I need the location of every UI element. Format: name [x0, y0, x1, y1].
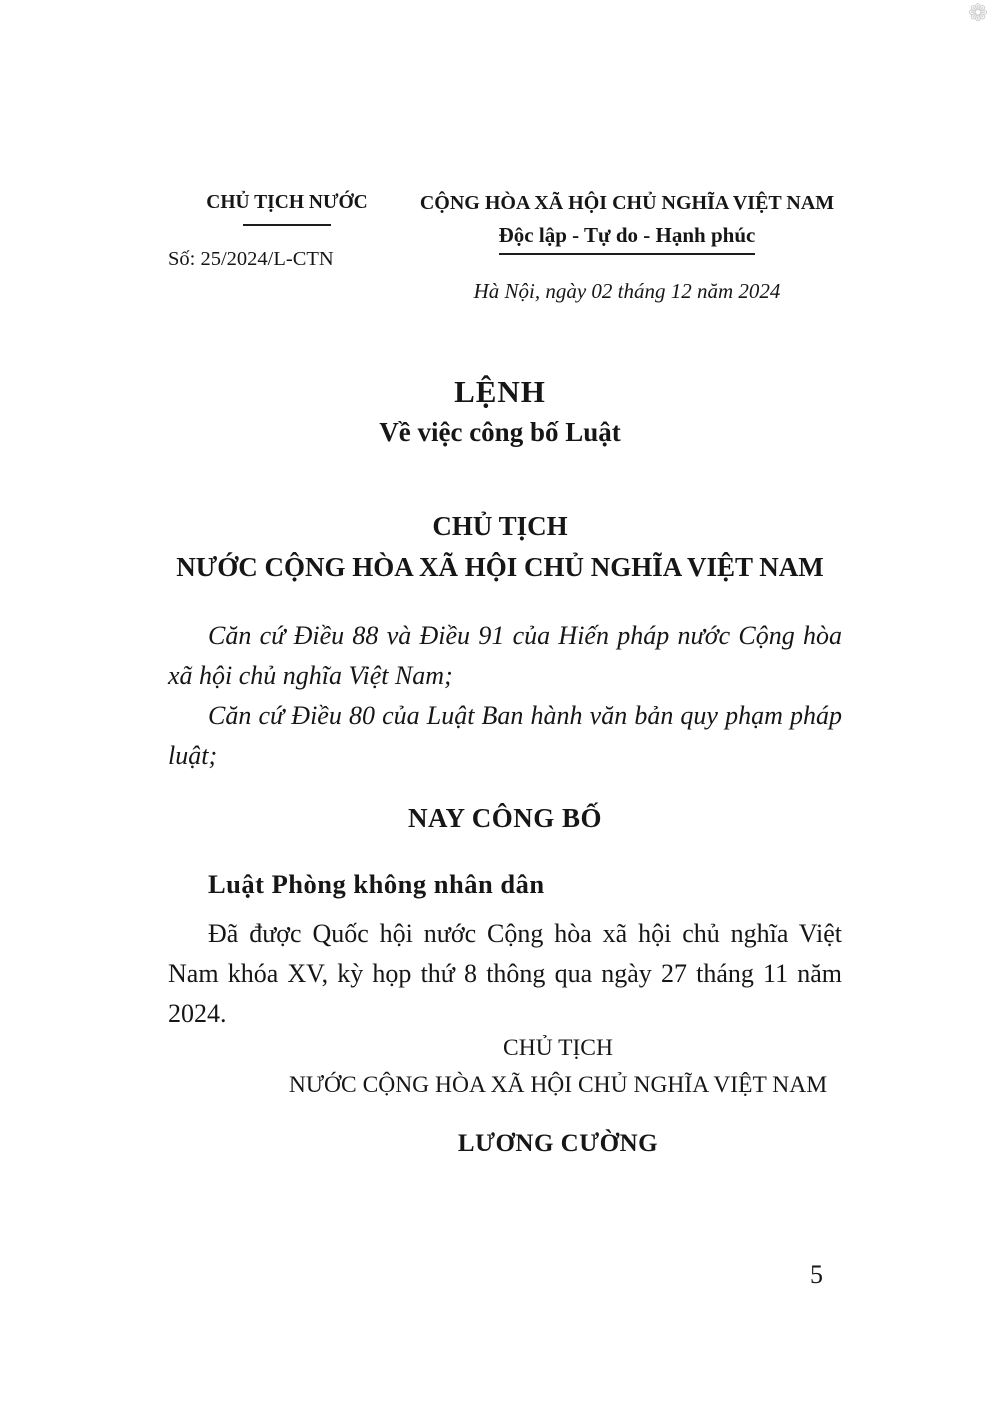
passage-paragraph: Đã được Quốc hội nước Cộng hòa xã hội chủ nghĩa Việt Nam khóa XV, kỳ họp thứ 8 thông qua ngày 27 tháng 11 năm 2024.: [168, 919, 842, 1028]
issuer-line-1: CHỦ TỊCH: [432, 511, 568, 541]
place-date-line: Hà Nội, ngày 02 tháng 12 năm 2024: [473, 279, 781, 303]
document-header: [168, 192, 842, 304]
national-motto: Độc lập - Tự do - Hạnh phúc: [499, 223, 756, 255]
signature-block: [282, 1030, 834, 1158]
country-name: CỘNG HÒA XÃ HỘI CHỦ NGHĨA VIỆT NAM: [419, 192, 835, 214]
page-number: 5: [810, 1260, 823, 1289]
recital-paragraph-1: Căn cứ Điều 88 và Điều 91 của Hiến pháp nước Cộng hòa xã hội chủ nghĩa Việt Nam;: [168, 621, 842, 690]
document-body: [168, 616, 842, 1034]
document-number: Số: 25/2024/L-CTN: [168, 248, 334, 270]
issuer-heading: [0, 506, 1000, 588]
issuer-line-2: NƯỚC CỘNG HÒA XÃ HỘI CHỦ NGHĨA VIỆT NAM: [176, 552, 824, 582]
issuing-authority-block: [168, 192, 406, 271]
promulgated-law-title: Luật Phòng không nhân dân: [208, 869, 545, 899]
national-motto-wrap: [412, 223, 842, 255]
recital-paragraph-2: Căn cứ Điều 80 của Luật Ban hành văn bản quy phạm pháp luật;: [168, 701, 842, 770]
national-heading-block: [412, 192, 842, 304]
signature-role-line-1: CHỦ TỊCH: [503, 1035, 613, 1061]
signer-name: LƯƠNG CƯỜNG: [457, 1130, 659, 1157]
authority-divider: [243, 224, 331, 226]
announcement-heading: NAY CÔNG BỐ: [407, 803, 603, 833]
issuing-authority-name: CHỦ TỊCH NƯỚC: [206, 192, 368, 213]
signature-role-line-2: NƯỚC CỘNG HÒA XÃ HỘI CHỦ NGHĨA VIỆT NAM: [288, 1072, 828, 1098]
document-subtitle: Về việc công bố Luật: [379, 417, 621, 447]
document-title: LỆNH: [454, 374, 546, 409]
document-title-block: [0, 374, 1000, 448]
flower-icon: ❁: [967, 1, 988, 27]
